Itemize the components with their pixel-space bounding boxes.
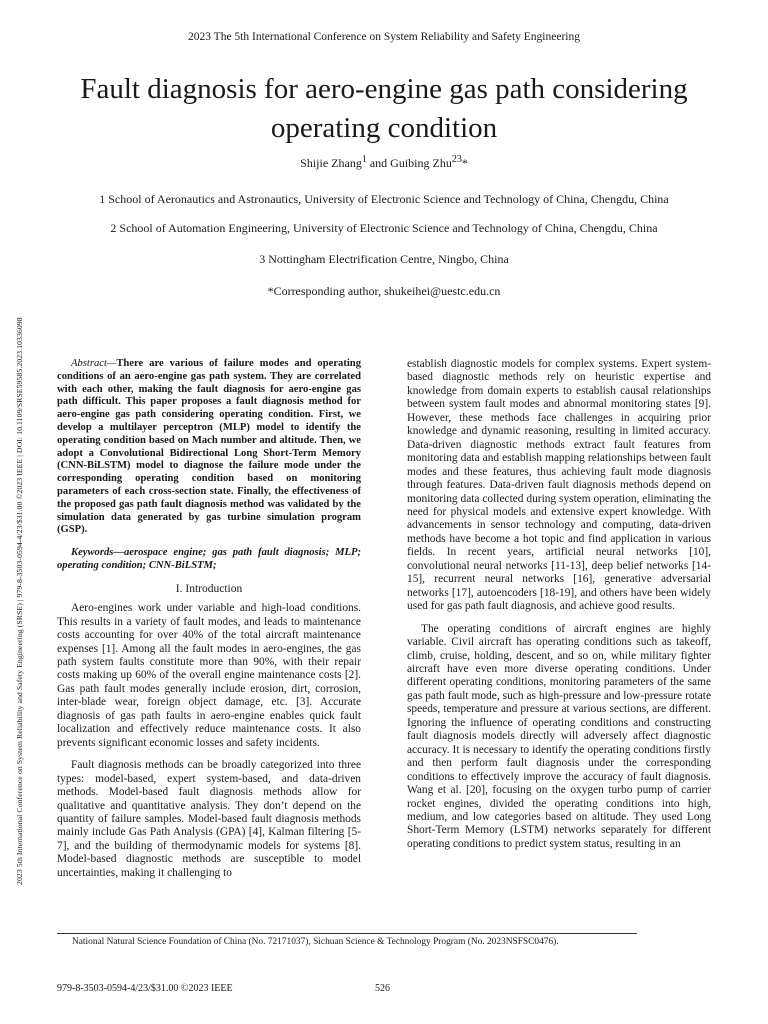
affiliation: 3 Nottingham Electrification Centre, Ningbo, China <box>259 252 509 266</box>
abstract-text: There are various of failure modes and operating conditions of an aero-engine gas path system. They are correlated with each other, making the fault diagnosis for aero-engine gas path difficult. This paper proposes a fault diagnosis method for aero-engine gas path considering operating condition. First, we develop a multilayer perceptron (MLP) model to identify the operating condition based on Mach number and altitude. Then, we adopt a Convolutional Bidirectional Long Short-Term Memory (CNN-BiLSTM) model to diagnose the failure mode under the corresponding operating condition based on monitoring parameters of each cross-section state. Finally, the effectiveness of the proposed gas path fault diagnosis method was validated by the simulation data generated by gas turbine simulation program (GSP). <box>57 358 361 536</box>
author-name: Shijie Zhang <box>300 156 362 170</box>
conference-header: 2023 The 5th International Conference on System Reliability and Safety Engineering <box>188 31 580 43</box>
author-affiliation-mark: 1 <box>361 154 367 165</box>
abstract <box>57 358 361 537</box>
body-paragraph: Aero-engines work under variable and high-load conditions. This results in a variety of fault modes, and leads to maintenance costs accounting for over 40% of the total aircraft maintenance expenses [1]. Among all the fault modes in aero-engines, the gas path system faults constitute more than 90%, with their repair costs making up 60% of the overall engine maintenance costs [2]. Gas path fault modes generally include erosion, dirt, corrosion, inter-blade wear, foreign object damage, etc. [3]. Accurate diagnosis of gas path faults in aero-engine enables quick fault localization and effectively reduce maintenance costs. It also prevents significant economic losses and safety incidents. <box>57 602 361 749</box>
funding-footnote: National Natural Science Foundation of China (No. 72171037), Sichuan Science & Technology Program (No. 2023NSFSC0476). <box>72 937 559 947</box>
section-heading: I. Introduction <box>175 582 243 595</box>
right-column <box>407 358 711 860</box>
paper-title: Fault diagnosis for aero-engine gas path considering operating condition <box>80 73 688 144</box>
copyright-footer: 979-8-3503-0594-4/23/$31.00 ©2023 IEEE <box>57 983 233 994</box>
abstract-lead: Abstract— <box>71 358 117 369</box>
affiliation: 1 School of Aeronautics and Astronautics, University of Electronic Science and Technology of China, Chengdu, China <box>99 192 669 206</box>
author-affiliation-mark: 23 <box>451 154 462 165</box>
affiliation: 2 School of Automation Engineering, University of Electronic Science and Technology of China, Chengdu, China <box>110 221 658 235</box>
doi-side-strip: 2023 5th International Conference on System Reliability and Safety Engineering (SRSE) | 979-8-3503-0594-4/23/$31.00 ©2023 IEEE | DOI: 10.1109/SRSE59585.2023.10336098 <box>15 317 24 885</box>
body-paragraph: establish diagnostic models for complex systems. Expert system-based diagnostic methods rely on heuristic expertise and knowledge from domain experts to establish causal relationships between system fault modes and abnormal monitoring states [9]. However, these methods face challenges in acquiring prior knowledge and dynamic reasoning, resulting in limited accuracy. Data-driven diagnostic methods extract fault features from monitoring data and establish mapping relationships between fault modes and these features, thus achieving fault mode diagnosis through features. Data-driven fault diagnosis methods depend on monitoring data collected during system operation, eliminating the need for physical models and extensive expert knowledge. With advancements in sensor technology and computing, data-driven methods have become a hot topic and find application in various fields. In recent years, artificial neural networks [10], convolutional neural networks [11-13], deep belief networks [14-15], recurrent neural networks [16], generative adversarial networks [17], autoencoders [18-19], and others have been widely used for gas path fault diagnosis, and achieve good results. <box>407 358 711 613</box>
corresponding-mark: * <box>461 156 468 170</box>
body-paragraph: Fault diagnosis methods can be broadly categorized into three types: model-based, expert system-based, and data-driven methods. Model-based fault diagnosis methods allow for qualitative and quantitative analysis. They don’t depend on the quantity of failure samples. Model-based fault diagnosis methods mainly include Gas Path Analysis (GPA) [4], Kalman filtering [5-7], and the building of thermodynamic models for systems [8]. Model-based diagnostic methods are susceptible to model uncertainties, making it challenging to <box>57 759 361 879</box>
author-name: Guibing Zhu <box>390 156 452 170</box>
left-column <box>57 358 361 889</box>
footnote-divider <box>57 933 637 934</box>
author-conjunction: and <box>366 156 391 170</box>
body-paragraph: The operating conditions of aircraft engines are highly variable. Civil aircraft has operating conditions such as takeoff, climb, cruise, holding, descent, and so on, while military fighter aircraft have even more diverse operating conditions. Under different operating conditions, monitoring parameters of the same gas path fault mode, such as high-pressure and low-pressure rotate speeds, temperature and pressure at various sections, are different. Ignoring the influence of operating conditions and constructing fault diagnosis models directly will adversely affect diagnostic accuracy. It is necessary to identify the operating conditions firstly and then perform fault diagnosis under the corresponding conditions to effectively improve the accuracy of fault diagnosis. Wang et al. [20], focusing on the oxygen turbo pump of carrier rocket engines, divided the operating conditions into high, medium, and low categories based on altitude. They used Long Short-Term Memory (LSTM) networks separately for different operating conditions to predict system status, resulting in an <box>407 622 711 850</box>
author-line <box>0 154 768 171</box>
page-number: 526 <box>375 983 390 994</box>
keywords: Keywords—aerospace engine; gas path fault diagnosis; MLP; operating condition; CNN-BiLSTM; <box>57 547 361 571</box>
corresponding-author: *Corresponding author, shukeihei@uestc.edu.cn <box>267 284 501 298</box>
